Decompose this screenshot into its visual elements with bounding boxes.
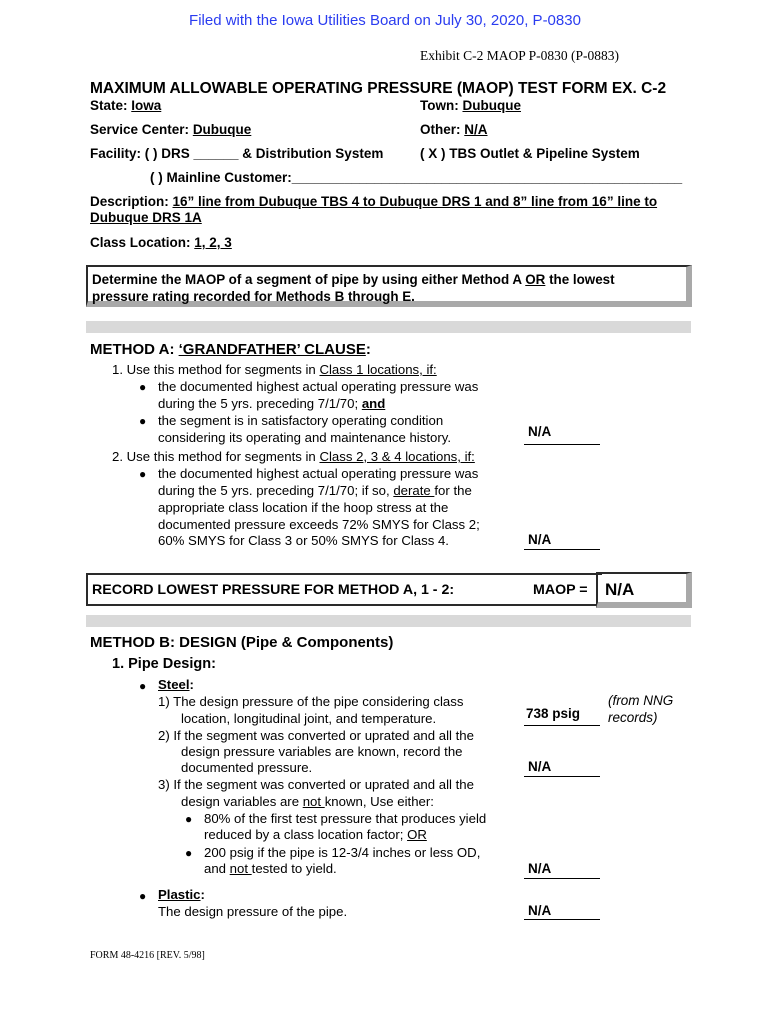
sub-bullet-text: 200 psig if the pipe is 12-3/4 inches or less OD, (204, 845, 481, 860)
method-a-value-2: N/A (528, 532, 552, 547)
steel-heading (158, 677, 194, 692)
description-value-1: 16” line from Dubuque TBS 4 to Dubuque DRS 1 and 8” line from 16” line to (172, 194, 658, 209)
bullet-icon: ● (185, 846, 193, 860)
bullet-icon: ● (185, 812, 193, 826)
sub-bullet-text (204, 861, 337, 876)
form-title: MAXIMUM ALLOWABLE OPERATING PRESSURE (MAOP) TEST FORM EX. C-2 (90, 80, 667, 97)
bullet-and: and (361, 396, 386, 411)
other-value: N/A (464, 122, 488, 137)
steel-item-3-not: not (302, 794, 325, 809)
bullet-icon: ● (139, 679, 147, 693)
method-a-item-1 (112, 362, 437, 377)
bullet-text: the documented highest actual operating pressure was (158, 466, 479, 481)
sub-bullet-part: and (204, 861, 230, 876)
town-field (420, 98, 521, 113)
bullet-text: the segment is in satisfactory operating condition (158, 413, 444, 428)
value-line (524, 444, 600, 445)
sub-bullet-not: not (229, 861, 252, 876)
mainline-customer: ( ) Mainline Customer:____________________________________________________ (150, 170, 683, 185)
steel-item-2-cont: design pressure variables are known, record the (181, 744, 463, 759)
class-location (90, 235, 232, 250)
method-a-prefix: METHOD A: (90, 341, 179, 358)
method-a-value-1: N/A (528, 424, 552, 439)
filed-notice: Filed with the Iowa Utilities Board on July 30, 2020, P-0830 (189, 12, 581, 29)
steel-item-3-text: design variables are (181, 794, 303, 809)
plastic-label: Plastic (158, 887, 201, 902)
method-a-item-2 (112, 449, 475, 464)
value-line (524, 725, 600, 726)
other-label: Other: (420, 122, 465, 137)
bullet-icon: ● (139, 414, 147, 428)
steel-value-1: 738 psig (526, 706, 581, 721)
plastic-colon: : (200, 887, 205, 902)
instruction-text: Determine the MAOP of a segment of pipe by using either Method A (92, 272, 526, 287)
description-label: Description: (90, 194, 173, 209)
method-b-heading: METHOD B: DESIGN (Pipe & Components) (90, 634, 394, 651)
plastic-value: N/A (528, 903, 552, 918)
bullet-icon: ● (139, 889, 147, 903)
sub-bullet-part: tested to yield. (251, 861, 337, 876)
record-label: RECORD LOWEST PRESSURE FOR METHOD A, 1 - 2: (92, 582, 455, 598)
sub-bullet-or: OR (407, 827, 427, 842)
instruction-line-1 (92, 271, 686, 288)
state-value: Iowa (131, 98, 162, 113)
record-lowest-row (86, 573, 602, 606)
instruction-line-2: pressure rating recorded for Methods B through E. (92, 289, 415, 304)
steel-colon: : (189, 677, 194, 692)
steel-item-1-cont: location, longitudinal joint, and temperature. (181, 711, 437, 726)
class-label: Class Location: (90, 235, 195, 250)
steel-item-3: 3) If the segment was converted or uprated and all the (158, 777, 474, 792)
sub-bullet-part: reduced by a class location factor; (204, 827, 408, 842)
maop-label: MAOP = (533, 582, 588, 598)
method-a-title: ‘GRANDFATHER’ CLAUSE (178, 341, 366, 358)
section-divider (86, 615, 691, 627)
exhibit-label: Exhibit C-2 MAOP P-0830 (P-0883) (420, 48, 620, 63)
bullet-text-part: for the (434, 483, 472, 498)
bullet-text (158, 396, 385, 411)
town-value: Dubuque (462, 98, 521, 113)
value-line (524, 549, 600, 550)
item-1-text: 1. Use this method for segments in (112, 362, 320, 377)
steel-item-2: 2) If the segment was converted or uprated and all the (158, 728, 474, 743)
state-field (90, 98, 161, 113)
bullet-text-part: during the 5 yrs. preceding 7/1/70; (158, 396, 362, 411)
item-2-text: 2. Use this method for segments in (112, 449, 320, 464)
bullet-derate: derate (393, 483, 435, 498)
bullet-text: 60% SMYS for Class 3 or 50% SMYS for Class 4. (158, 533, 449, 548)
steel-item-2-cont: documented pressure. (181, 760, 313, 775)
value-line (524, 776, 600, 777)
steel-item-1: 1) The design pressure of the pipe considering class (158, 694, 464, 709)
plastic-description: The design pressure of the pipe. (158, 904, 348, 919)
facility-selected: ( X ) TBS Outlet & Pipeline System (420, 146, 640, 161)
steel-label: Steel (158, 677, 190, 692)
sub-bullet-text: 80% of the first test pressure that produces yield (204, 811, 487, 826)
item-1-condition: Class 1 locations, if: (319, 362, 437, 377)
bullet-text: appropriate class location if the hoop stress at the (158, 500, 449, 515)
instruction-or: OR (525, 272, 546, 287)
bullet-icon: ● (139, 467, 147, 481)
service-center-field (90, 122, 251, 137)
method-a-colon: : (365, 341, 371, 358)
form-number: FORM 48-4216 [REV. 5/98] (90, 950, 205, 961)
value-line (524, 919, 600, 920)
bullet-text: the documented highest actual operating pressure was (158, 379, 479, 394)
plastic-heading (158, 887, 205, 902)
nng-note-line-1: (from NNG (608, 693, 674, 708)
pipe-design-heading: 1. Pipe Design: (112, 656, 216, 672)
bullet-text: considering its operating and maintenance history. (158, 430, 451, 445)
nng-note-line-2: records) (608, 710, 658, 725)
town-label: Town: (420, 98, 463, 113)
bullet-text: documented pressure exceeds 72% SMYS for Class 2; (158, 517, 480, 532)
value-line (524, 878, 600, 879)
bullet-icon: ● (139, 380, 147, 394)
steel-value-3: N/A (528, 861, 552, 876)
service-center-value: Dubuque (192, 122, 252, 137)
other-field (420, 122, 488, 137)
item-2-condition: Class 2, 3 & 4 locations, if: (319, 449, 475, 464)
steel-value-2: N/A (528, 759, 552, 774)
facility-options: Facility: ( ) DRS ______ & Distribution System (90, 146, 384, 161)
steel-item-3-cont (181, 794, 434, 809)
instruction-box (86, 265, 692, 307)
section-divider (86, 321, 691, 333)
class-value: 1, 2, 3 (194, 235, 232, 250)
maop-value-box: N/A (596, 572, 692, 608)
steel-item-3-text: known, Use either: (324, 794, 434, 809)
instruction-text-2: the lowest (545, 272, 615, 287)
bullet-text-part: during the 5 yrs. preceding 7/1/70; if so, (158, 483, 394, 498)
service-center-label: Service Center: (90, 122, 193, 137)
description-line-2: Dubuque DRS 1A (90, 210, 202, 225)
state-label: State: (90, 98, 132, 113)
sub-bullet-text (204, 827, 427, 842)
method-a-heading (90, 341, 371, 358)
description-line-1 (90, 194, 657, 209)
bullet-text (158, 483, 472, 498)
